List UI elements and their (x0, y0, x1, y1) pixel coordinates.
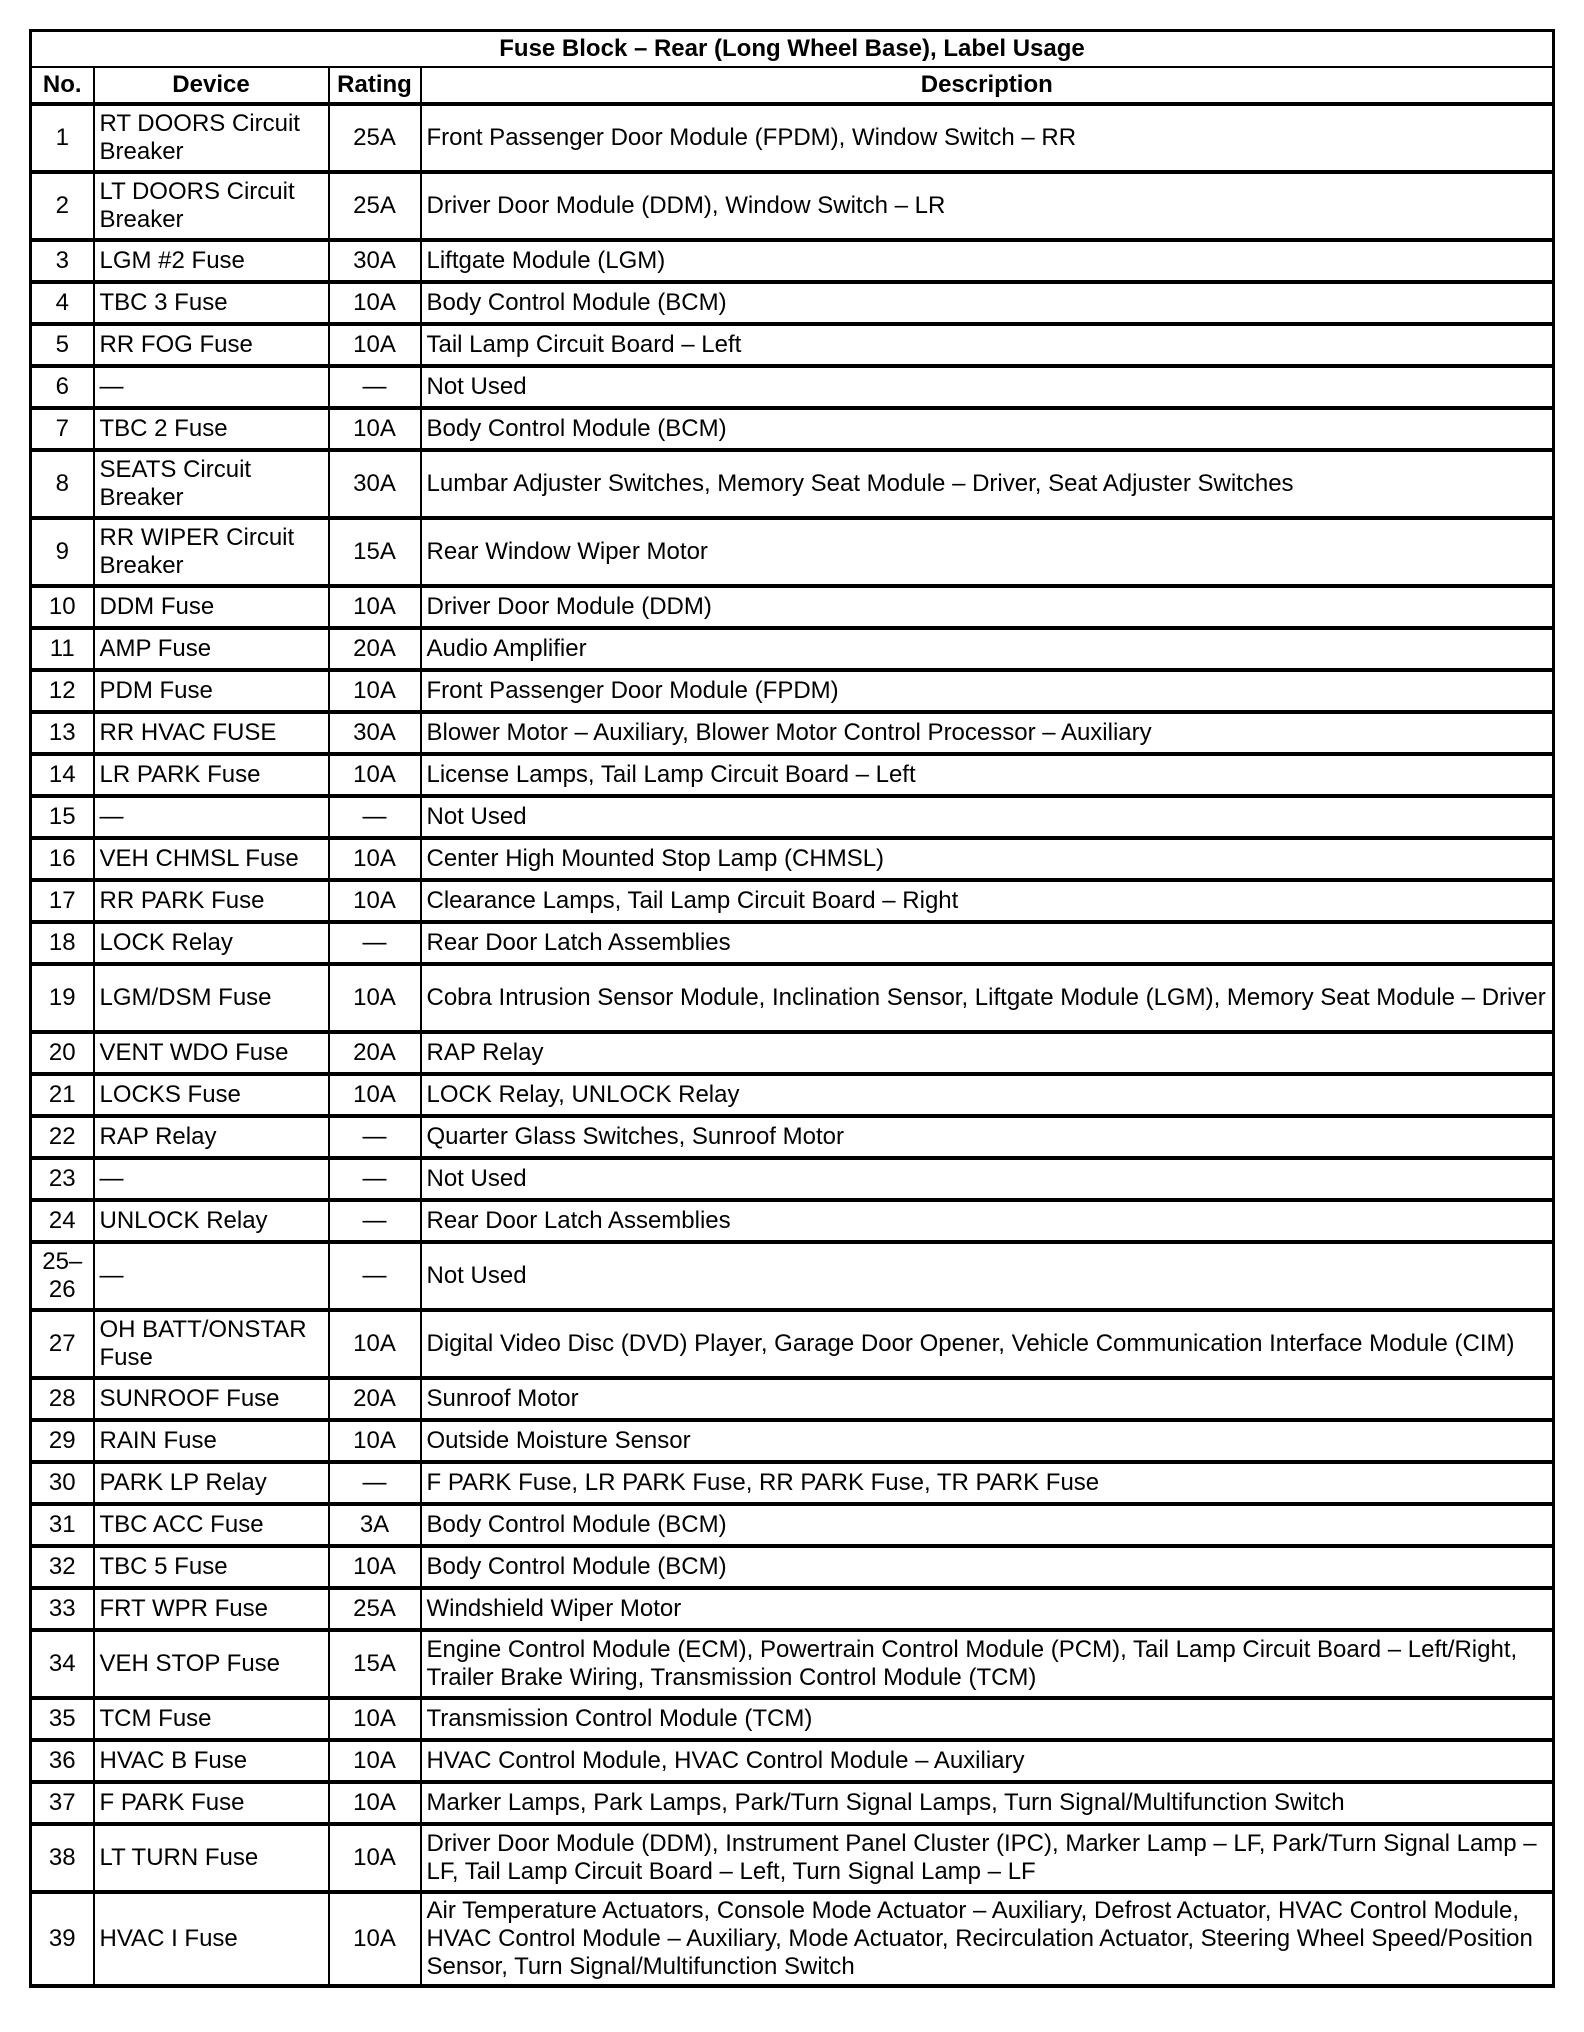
cell-no: 39 (31, 1892, 94, 1986)
table-row (31, 1242, 1554, 1310)
cell-description: Audio Amplifier (421, 628, 1554, 670)
cell-device: RR WIPER Circuit Breaker (94, 518, 329, 586)
table-row (31, 282, 1554, 324)
cell-description: Windshield Wiper Motor (421, 1588, 1554, 1630)
table-row (31, 518, 1554, 586)
cell-device: HVAC I Fuse (94, 1892, 329, 1986)
cell-rating: 25A (329, 172, 421, 240)
header-device: Device (94, 67, 329, 104)
table-row (31, 1892, 1554, 1986)
table-row (31, 1546, 1554, 1588)
cell-device: VENT WDO Fuse (94, 1032, 329, 1074)
table-row (31, 1588, 1554, 1630)
cell-device: RR FOG Fuse (94, 324, 329, 366)
cell-description: Center High Mounted Stop Lamp (CHMSL) (421, 838, 1554, 880)
cell-rating: — (329, 922, 421, 964)
cell-rating: 25A (329, 1588, 421, 1630)
cell-description: Rear Door Latch Assemblies (421, 922, 1554, 964)
table-row (31, 172, 1554, 240)
cell-device: TCM Fuse (94, 1698, 329, 1740)
cell-rating: 20A (329, 1032, 421, 1074)
table-row (31, 1200, 1554, 1242)
table-row (31, 1824, 1554, 1892)
cell-device: LGM #2 Fuse (94, 240, 329, 282)
cell-description: Rear Door Latch Assemblies (421, 1200, 1554, 1242)
fuse-table-sheet (29, 29, 1552, 1988)
cell-no: 37 (31, 1782, 94, 1824)
cell-device: F PARK Fuse (94, 1782, 329, 1824)
cell-no: 9 (31, 518, 94, 586)
cell-device: DDM Fuse (94, 586, 329, 628)
table-header-row (31, 67, 1554, 104)
cell-description: Air Temperature Actuators, Console Mode Actuator – Auxiliary, Defrost Actuator, HVAC Control Module, HVAC Control Module – Auxiliary, Mode Actuator, Recirculation Actuator, Steering Wheel Speed/Position Sensor, Turn Signal/Multifunction Switch (421, 1892, 1554, 1986)
table-row (31, 1504, 1554, 1546)
cell-rating: — (329, 366, 421, 408)
cell-device: RT DOORS Circuit Breaker (94, 104, 329, 172)
table-row (31, 628, 1554, 670)
table-row (31, 1630, 1554, 1698)
cell-rating: 10A (329, 1074, 421, 1116)
cell-rating: 15A (329, 518, 421, 586)
cell-no: 11 (31, 628, 94, 670)
table-row (31, 796, 1554, 838)
table-row (31, 1310, 1554, 1378)
table-row (31, 1074, 1554, 1116)
table-row (31, 240, 1554, 282)
cell-rating: — (329, 1242, 421, 1310)
cell-description: Not Used (421, 1158, 1554, 1200)
cell-no: 10 (31, 586, 94, 628)
table-title-row (31, 31, 1554, 68)
cell-rating: 15A (329, 1630, 421, 1698)
cell-device: — (94, 796, 329, 838)
cell-no: 34 (31, 1630, 94, 1698)
table-row (31, 366, 1554, 408)
cell-description: Outside Moisture Sensor (421, 1420, 1554, 1462)
cell-description: Blower Motor – Auxiliary, Blower Motor Control Processor – Auxiliary (421, 712, 1554, 754)
cell-device: LOCK Relay (94, 922, 329, 964)
cell-description: Driver Door Module (DDM) (421, 586, 1554, 628)
cell-rating: — (329, 1200, 421, 1242)
table-title: Fuse Block – Rear (Long Wheel Base), Label Usage (31, 31, 1554, 68)
cell-device: — (94, 1158, 329, 1200)
cell-no: 24 (31, 1200, 94, 1242)
cell-rating: 10A (329, 1824, 421, 1892)
cell-device: LT TURN Fuse (94, 1824, 329, 1892)
cell-description: Driver Door Module (DDM), Window Switch – LR (421, 172, 1554, 240)
table-row (31, 1378, 1554, 1420)
cell-no: 14 (31, 754, 94, 796)
cell-rating: 10A (329, 1420, 421, 1462)
cell-no: 12 (31, 670, 94, 712)
cell-device: LGM/DSM Fuse (94, 964, 329, 1032)
cell-description: Body Control Module (BCM) (421, 1546, 1554, 1588)
table-row (31, 670, 1554, 712)
table-row (31, 1420, 1554, 1462)
cell-description: License Lamps, Tail Lamp Circuit Board – Left (421, 754, 1554, 796)
cell-device: PARK LP Relay (94, 1462, 329, 1504)
cell-no: 3 (31, 240, 94, 282)
cell-device: AMP Fuse (94, 628, 329, 670)
cell-rating: 10A (329, 1310, 421, 1378)
cell-description: Driver Door Module (DDM), Instrument Panel Cluster (IPC), Marker Lamp – LF, Park/Turn Signal Lamp – LF, Tail Lamp Circuit Board – Left, Turn Signal Lamp – LF (421, 1824, 1554, 1892)
table-row (31, 324, 1554, 366)
cell-description: Transmission Control Module (TCM) (421, 1698, 1554, 1740)
cell-description: F PARK Fuse, LR PARK Fuse, RR PARK Fuse, TR PARK Fuse (421, 1462, 1554, 1504)
cell-rating: 30A (329, 450, 421, 518)
cell-rating: 10A (329, 1698, 421, 1740)
cell-device: VEH STOP Fuse (94, 1630, 329, 1698)
cell-description: HVAC Control Module, HVAC Control Module – Auxiliary (421, 1740, 1554, 1782)
cell-device: PDM Fuse (94, 670, 329, 712)
table-row (31, 754, 1554, 796)
cell-description: Body Control Module (BCM) (421, 408, 1554, 450)
cell-rating: 10A (329, 586, 421, 628)
cell-no: 30 (31, 1462, 94, 1504)
table-row (31, 408, 1554, 450)
cell-description: Sunroof Motor (421, 1378, 1554, 1420)
cell-device: — (94, 366, 329, 408)
cell-no: 33 (31, 1588, 94, 1630)
cell-device: RR HVAC FUSE (94, 712, 329, 754)
cell-no: 35 (31, 1698, 94, 1740)
cell-no: 8 (31, 450, 94, 518)
cell-rating: — (329, 1462, 421, 1504)
table-row (31, 1698, 1554, 1740)
cell-description: Not Used (421, 366, 1554, 408)
cell-rating: 10A (329, 964, 421, 1032)
table-row (31, 1462, 1554, 1504)
table-row (31, 450, 1554, 518)
cell-no: 25–26 (31, 1242, 94, 1310)
cell-description: Front Passenger Door Module (FPDM), Window Switch – RR (421, 104, 1554, 172)
table-row (31, 1116, 1554, 1158)
cell-device: LT DOORS Circuit Breaker (94, 172, 329, 240)
cell-description: Tail Lamp Circuit Board – Left (421, 324, 1554, 366)
cell-rating: 10A (329, 282, 421, 324)
table-row (31, 1740, 1554, 1782)
cell-no: 7 (31, 408, 94, 450)
cell-no: 15 (31, 796, 94, 838)
cell-description: Marker Lamps, Park Lamps, Park/Turn Signal Lamps, Turn Signal/Multifunction Switch (421, 1782, 1554, 1824)
cell-description: Front Passenger Door Module (FPDM) (421, 670, 1554, 712)
cell-device: HVAC B Fuse (94, 1740, 329, 1782)
cell-device: FRT WPR Fuse (94, 1588, 329, 1630)
cell-rating: 10A (329, 1740, 421, 1782)
header-rating: Rating (329, 67, 421, 104)
cell-rating: 20A (329, 1378, 421, 1420)
table-row (31, 1158, 1554, 1200)
cell-device: — (94, 1242, 329, 1310)
cell-no: 23 (31, 1158, 94, 1200)
cell-device: OH BATT/ONSTAR Fuse (94, 1310, 329, 1378)
cell-no: 36 (31, 1740, 94, 1782)
cell-no: 17 (31, 880, 94, 922)
cell-no: 38 (31, 1824, 94, 1892)
cell-rating: 10A (329, 1782, 421, 1824)
cell-rating: — (329, 1116, 421, 1158)
cell-rating: 10A (329, 754, 421, 796)
cell-rating: 10A (329, 670, 421, 712)
fuse-table (29, 29, 1555, 1988)
cell-description: Liftgate Module (LGM) (421, 240, 1554, 282)
cell-device: TBC 3 Fuse (94, 282, 329, 324)
cell-no: 18 (31, 922, 94, 964)
cell-description: Cobra Intrusion Sensor Module, Inclination Sensor, Liftgate Module (LGM), Memory Seat Module – Driver (421, 964, 1554, 1032)
cell-rating: 10A (329, 838, 421, 880)
table-row (31, 104, 1554, 172)
cell-device: RR PARK Fuse (94, 880, 329, 922)
cell-no: 19 (31, 964, 94, 1032)
cell-no: 5 (31, 324, 94, 366)
cell-rating: — (329, 796, 421, 838)
cell-no: 13 (31, 712, 94, 754)
cell-no: 2 (31, 172, 94, 240)
table-row (31, 922, 1554, 964)
cell-device: TBC 2 Fuse (94, 408, 329, 450)
cell-rating: 10A (329, 1892, 421, 1986)
table-row (31, 838, 1554, 880)
table-row (31, 964, 1554, 1032)
table-row (31, 1032, 1554, 1074)
cell-description: Not Used (421, 1242, 1554, 1310)
cell-no: 27 (31, 1310, 94, 1378)
cell-device: LR PARK Fuse (94, 754, 329, 796)
cell-no: 21 (31, 1074, 94, 1116)
cell-no: 6 (31, 366, 94, 408)
table-row (31, 586, 1554, 628)
cell-device: LOCKS Fuse (94, 1074, 329, 1116)
cell-description: Body Control Module (BCM) (421, 1504, 1554, 1546)
cell-rating: 10A (329, 1546, 421, 1588)
cell-device: VEH CHMSL Fuse (94, 838, 329, 880)
cell-rating: — (329, 1158, 421, 1200)
cell-no: 31 (31, 1504, 94, 1546)
cell-description: Quarter Glass Switches, Sunroof Motor (421, 1116, 1554, 1158)
cell-no: 28 (31, 1378, 94, 1420)
cell-description: Rear Window Wiper Motor (421, 518, 1554, 586)
table-row (31, 712, 1554, 754)
cell-device: UNLOCK Relay (94, 1200, 329, 1242)
table-row (31, 1782, 1554, 1824)
cell-rating: 25A (329, 104, 421, 172)
cell-rating: 30A (329, 240, 421, 282)
cell-description: LOCK Relay, UNLOCK Relay (421, 1074, 1554, 1116)
cell-device: RAP Relay (94, 1116, 329, 1158)
cell-no: 20 (31, 1032, 94, 1074)
cell-device: TBC ACC Fuse (94, 1504, 329, 1546)
cell-description: Lumbar Adjuster Switches, Memory Seat Module – Driver, Seat Adjuster Switches (421, 450, 1554, 518)
cell-device: TBC 5 Fuse (94, 1546, 329, 1588)
cell-device: SEATS Circuit Breaker (94, 450, 329, 518)
table-row (31, 880, 1554, 922)
cell-no: 22 (31, 1116, 94, 1158)
cell-device: RAIN Fuse (94, 1420, 329, 1462)
table-body (31, 104, 1554, 1986)
cell-description: Clearance Lamps, Tail Lamp Circuit Board – Right (421, 880, 1554, 922)
cell-description: Engine Control Module (ECM), Powertrain Control Module (PCM), Tail Lamp Circuit Board – Left/Right, Trailer Brake Wiring, Transmission Control Module (TCM) (421, 1630, 1554, 1698)
cell-rating: 20A (329, 628, 421, 670)
cell-rating: 3A (329, 1504, 421, 1546)
cell-description: RAP Relay (421, 1032, 1554, 1074)
cell-no: 4 (31, 282, 94, 324)
cell-description: Body Control Module (BCM) (421, 282, 1554, 324)
cell-device: SUNROOF Fuse (94, 1378, 329, 1420)
cell-description: Digital Video Disc (DVD) Player, Garage Door Opener, Vehicle Communication Interface Module (CIM) (421, 1310, 1554, 1378)
cell-rating: 10A (329, 408, 421, 450)
cell-no: 32 (31, 1546, 94, 1588)
cell-rating: 10A (329, 324, 421, 366)
header-description: Description (421, 67, 1554, 104)
cell-no: 16 (31, 838, 94, 880)
cell-no: 1 (31, 104, 94, 172)
cell-rating: 10A (329, 880, 421, 922)
cell-description: Not Used (421, 796, 1554, 838)
cell-no: 29 (31, 1420, 94, 1462)
header-no: No. (31, 67, 94, 104)
cell-rating: 30A (329, 712, 421, 754)
